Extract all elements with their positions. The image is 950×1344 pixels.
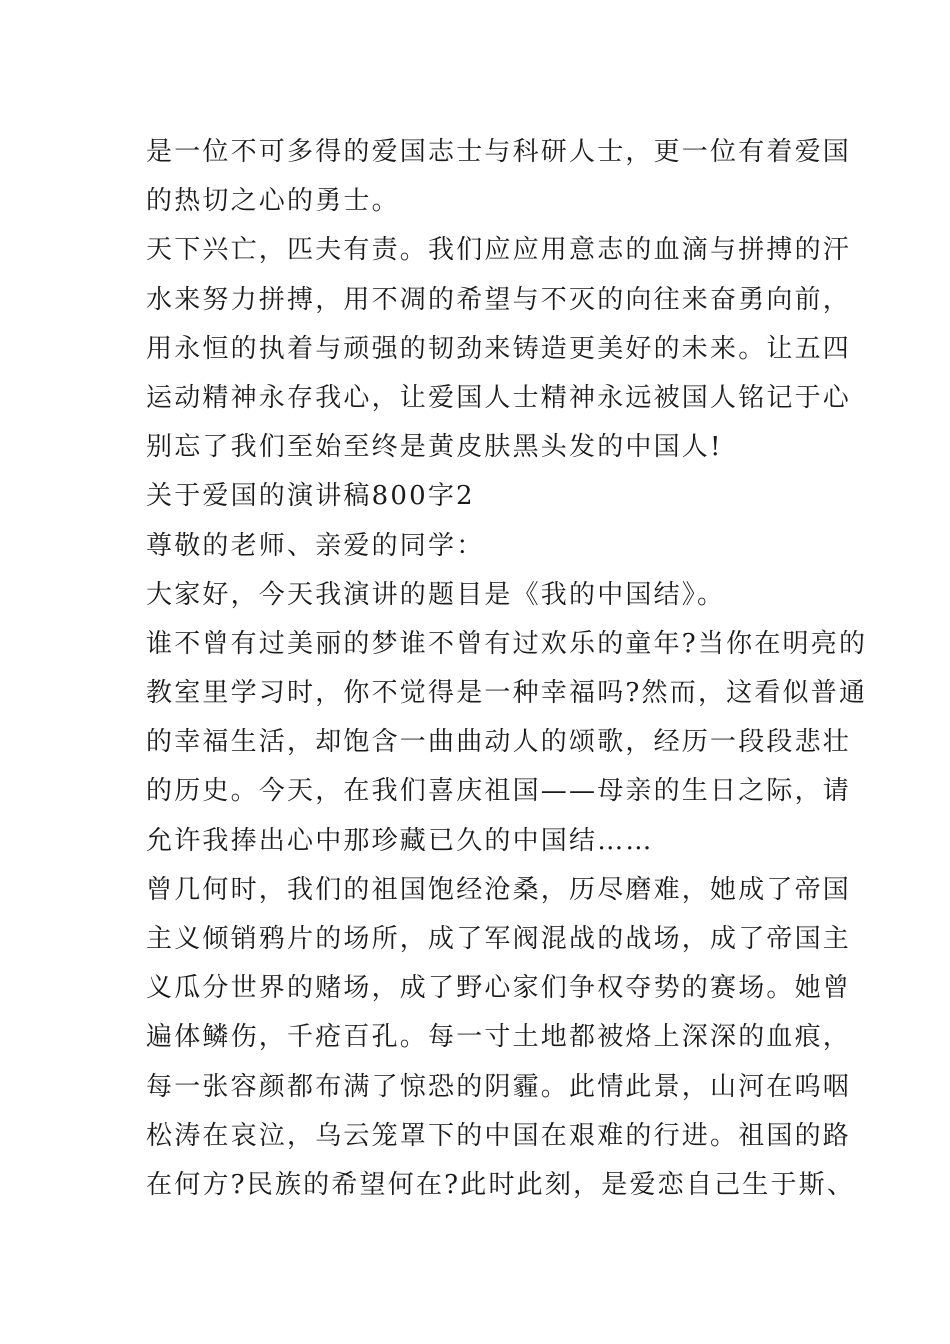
document-body: [146, 128, 868, 1210]
salutation: 尊敬的老师、亲爱的同学：: [146, 530, 485, 561]
text-line: 水来努力拼搏，用不凋的希望与不灭的向往来奋勇向前，: [146, 284, 852, 315]
text-line: 曾几何时，我们的祖国饱经沧桑，历尽磨难，她成了帝国: [146, 874, 852, 905]
section-heading: 关于爱国的演讲稿800字2: [146, 481, 475, 512]
text-line: 的历史。今天，在我们喜庆祖国——母亲的生日之际，请: [146, 776, 852, 807]
text-line: 每一张容颜都布满了惊恐的阴霾。此情此景，山河在呜咽: [146, 1071, 852, 1102]
text-line: 义瓜分世界的赌场，成了野心家们争权夺势的赛场。她曾: [146, 973, 852, 1004]
text-line: 别忘了我们至始至终是黄皮肤黑头发的中国人!: [146, 432, 723, 463]
text-line: 主义倾销鸦片的场所，成了军阀混战的战场，成了帝国主: [146, 924, 852, 954]
text-line: 是一位不可多得的爱国志士与科研人士，更一位有着爱国: [146, 137, 852, 167]
text-line: 的幸福生活，却饱含一曲曲动人的颂歌，经历一段段悲壮: [146, 727, 852, 758]
text-line: 松涛在哀泣，乌云笼罩下的中国在艰难的行进。祖国的路: [146, 1120, 852, 1151]
text-line: 的热切之心的勇士。: [146, 186, 400, 217]
text-line: 遍体鳞伤，千疮百孔。每一寸土地都被烙上深深的血痕，: [146, 1022, 852, 1053]
text-line: 在何方?民族的希望何在?此时此刻，是爱恋自己生于斯、: [146, 1169, 856, 1200]
text-line: 谁不曾有过美丽的梦谁不曾有过欢乐的童年?当你在明亮的: [146, 628, 868, 659]
text-line: 教室里学习时，你不觉得是一种幸福吗?然而，这看似普通: [146, 678, 868, 709]
text-line: 大家好，今天我演讲的题目是《我的中国结》。: [146, 579, 726, 610]
text-line: 天下兴亡，匹夫有责。我们应应用意志的血滴与拼搏的汗: [146, 235, 852, 266]
text-line: 运动精神永存我心，让爱国人士精神永远被国人铭记于心: [146, 382, 852, 413]
text-line: 允许我捧出心中那珍藏已久的中国结……: [146, 825, 654, 856]
text-line: 用永恒的执着与顽强的韧劲来铸造更美好的未来。让五四: [146, 333, 852, 364]
